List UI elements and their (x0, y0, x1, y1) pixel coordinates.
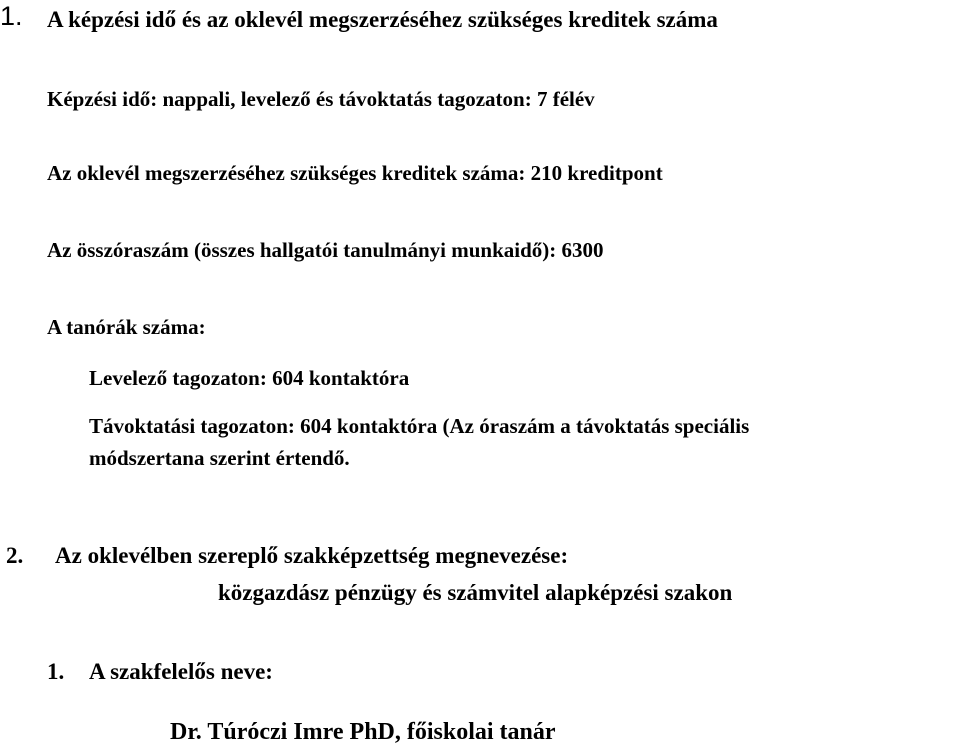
section-3-title: A szakfelelős neve: (89, 659, 273, 684)
training-time-text: Képzési idő: nappali, levelező és távoktatás tagozaton: 7 félév (47, 87, 595, 111)
section-2-title: Az oklevélben szereplő szakképzettség megnevezése: (55, 543, 569, 568)
correspondence-hours-text: Levelező tagozaton: 604 kontaktóra (89, 366, 410, 390)
total-hours-text: Az összóraszám (összes hallgatói tanulmányi munkaidő): 6300 (47, 238, 604, 262)
classes-heading: A tanórák száma: (47, 315, 206, 339)
section-3-number: 1. (47, 659, 65, 684)
section-1-title: A képzési idő és az oklevél megszerzéséhez szükséges kreditek száma (47, 7, 718, 32)
responsible-person-name: Dr. Túróczi Imre PhD, főiskolai tanár (170, 719, 556, 745)
section-1-number: 1. (0, 1, 23, 31)
credits-text: Az oklevél megszerzéséhez szükséges kreditek száma: 210 kreditpont (47, 161, 663, 185)
distance-hours-text-line1: Távoktatási tagozaton: 604 kontaktóra (Az óraszám a távoktatás speciális (89, 414, 750, 438)
distance-hours-text-line2: módszertana szerint értendő. (89, 446, 350, 470)
section-2-number: 2. (6, 543, 24, 568)
qualification-text: közgazdász pénzügy és számvitel alapképzési szakon (218, 580, 733, 605)
